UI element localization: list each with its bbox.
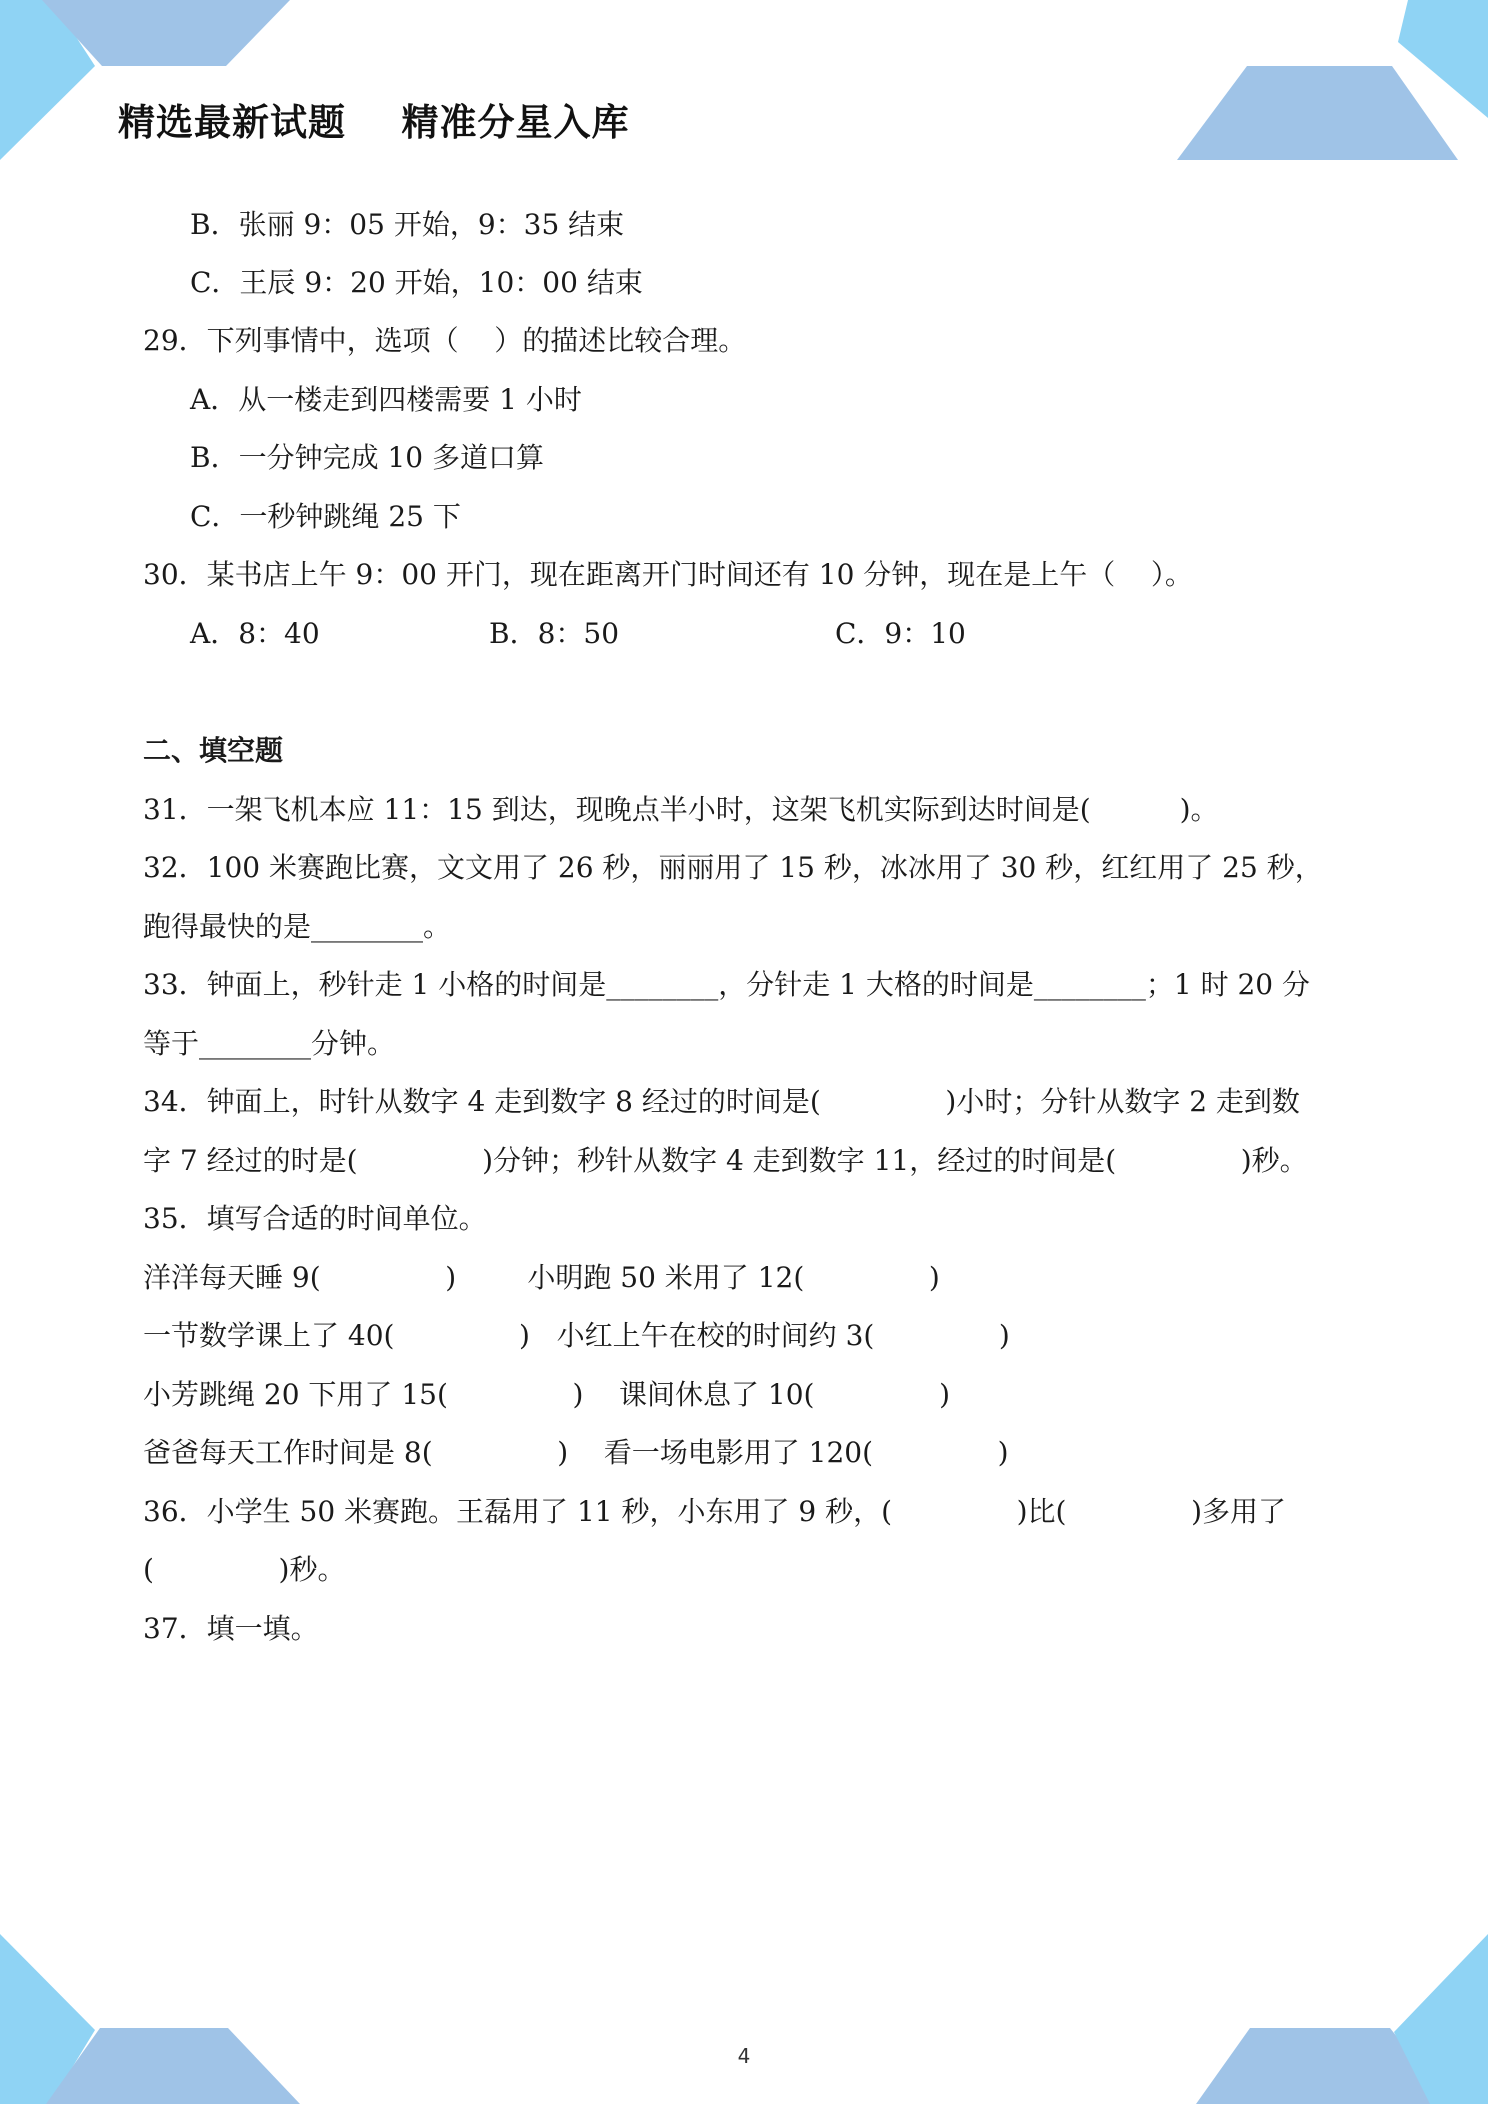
text-line: 等于________分钟。: [143, 1027, 396, 1060]
corner-trapezoid-top-right: [1177, 66, 1458, 160]
text-line: 31．一架飞机本应 11：15 到达，现晚点半小时，这架飞机实际到达时间是( )。: [143, 793, 1219, 826]
text-line: 跑得最快的是________。: [143, 910, 452, 943]
text-line: 33．钟面上，秒针走 1 小格的时间是________，分针走 1 大格的时间是________；1 时 20 分: [143, 968, 1311, 1001]
text-line: 洋洋每天睡 9( ) 小明跑 50 米用了 12( ): [143, 1261, 940, 1294]
text-line: 37．填一填。: [143, 1612, 319, 1645]
text-line: C．王辰 9：20 开始，10：00 结束: [190, 266, 643, 299]
text-line: 36．小学生 50 米赛跑。王磊用了 11 秒，小东用了 9 秒，( )比( )多用了: [143, 1495, 1287, 1528]
text-line: 一节数学课上了 40( ) 小红上午在校的时间约 3( ): [143, 1319, 1010, 1352]
text-line: A．从一楼走到四楼需要 1 小时: [190, 383, 582, 416]
text-line: 35．填写合适的时间单位。: [143, 1202, 487, 1235]
text-line: 字 7 经过的时是( )分钟；秒针从数字 4 走到数字 11，经过的时间是( )秒。: [143, 1144, 1308, 1177]
text-line: C．一秒钟跳绳 25 下: [190, 500, 461, 533]
text-line: A．8：40: [190, 617, 320, 650]
text-line: 29．下列事情中，选项（ ）的描述比较合理。: [143, 324, 747, 357]
section-heading: 二、填空题: [143, 734, 284, 767]
text-line: 32．100 米赛跑比赛，文文用了 26 秒，丽丽用了 15 秒，冰冰用了 30 秒，红红用了 25 秒，: [143, 851, 1323, 884]
page-number: 4: [737, 2044, 751, 2068]
text-line: B．一分钟完成 10 多道口算: [190, 441, 545, 474]
text-line: B．张丽 9：05 开始，9：35 结束: [190, 208, 625, 241]
text-line: ( )秒。: [143, 1553, 346, 1586]
text-line: 爸爸每天工作时间是 8( ) 看一场电影用了 120( ): [143, 1436, 1009, 1469]
text-line: 小芳跳绳 20 下用了 15( ) 课间休息了 10( ): [143, 1378, 950, 1411]
text-line: C．9：10: [835, 617, 966, 650]
text-line: B．8：50: [489, 617, 620, 650]
text-line: 30．某书店上午 9：00 开门，现在距离开门时间还有 10 分钟，现在是上午（ ）。: [143, 558, 1193, 591]
page-header-title: 精选最新试题 精准分星入库: [118, 101, 630, 144]
text-line: 34．钟面上，时针从数字 4 走到数字 8 经过的时间是( )小时；分针从数字 2 走到数: [143, 1085, 1300, 1118]
